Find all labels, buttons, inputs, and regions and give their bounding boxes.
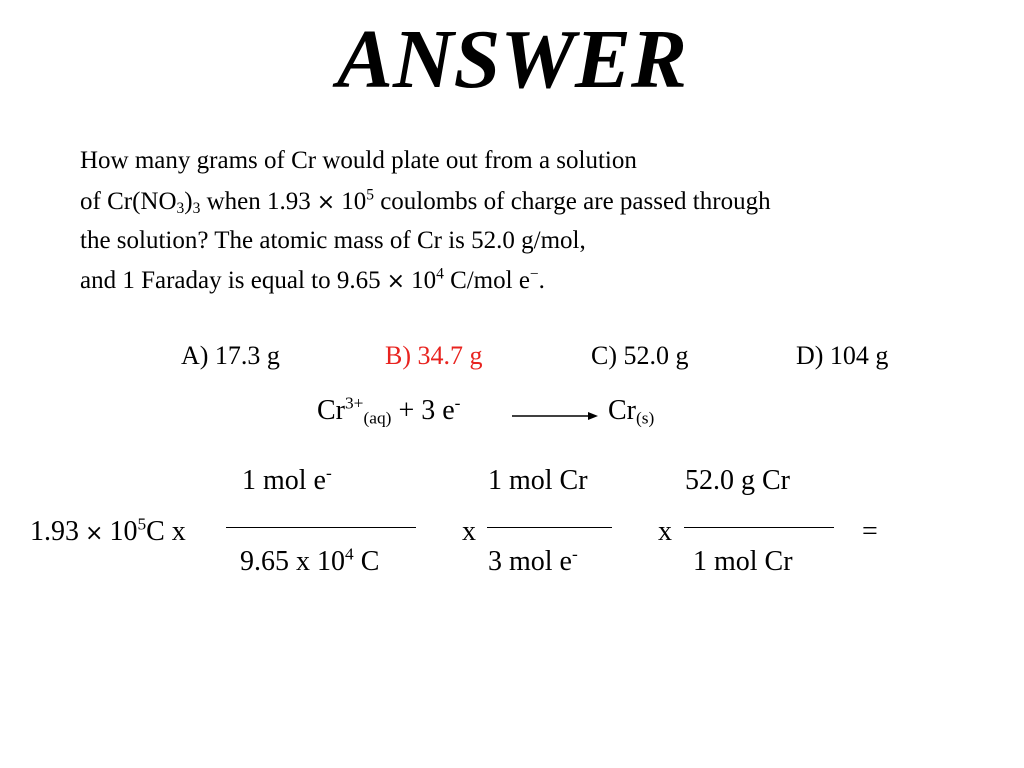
slide-title: ANSWER <box>336 13 688 106</box>
exponent: 5 <box>366 186 374 204</box>
calc-coefficient: 1.93 <box>30 516 79 547</box>
factor1-numerator <box>242 464 332 498</box>
fraction-bar-3 <box>684 527 834 528</box>
reactant-cr: Cr <box>317 395 345 426</box>
question-text-2c: coulombs of charge are passed through <box>373 188 771 215</box>
times-icon: × <box>316 190 336 215</box>
equals-sign: = <box>862 516 878 547</box>
factor2-denominator <box>488 545 578 579</box>
question-text-2a: of Cr(NO <box>80 188 177 215</box>
question-line-2 <box>80 187 771 218</box>
question-line-1 <box>80 146 637 176</box>
state-aq: (aq) <box>363 408 392 428</box>
times-icon: × <box>386 269 406 294</box>
exponent: 4 <box>436 265 444 283</box>
factor1-num-text: 1 mol e <box>242 465 326 496</box>
ten: 10 <box>341 188 367 215</box>
subscript: 3 <box>176 199 185 217</box>
factor3-numerator: 52.0 g Cr <box>685 465 790 496</box>
superscript: - <box>572 544 578 564</box>
choice-b-correct: B) 34.7 g <box>385 341 483 370</box>
state-s: (s) <box>636 408 655 428</box>
factor2-numerator: 1 mol Cr <box>488 465 588 496</box>
choice-c: C) 52.0 g <box>591 341 689 370</box>
fraction-bar-2 <box>487 527 612 528</box>
factor1-den-text: 9.65 x 10 <box>240 546 345 577</box>
question-text-4b: C/mol e <box>443 267 530 294</box>
factor1-denominator <box>240 545 379 579</box>
factor1-den-unit: C <box>353 546 380 577</box>
choice-d: D) 104 g <box>796 341 889 370</box>
superscript: - <box>326 463 332 483</box>
paren: ) <box>184 188 193 215</box>
exponent: 4 <box>345 544 354 564</box>
question-text-4a: and 1 Faraday is equal to 9.65 <box>80 267 381 294</box>
subscript: 3 <box>192 199 201 217</box>
reaction-reactants <box>317 394 460 428</box>
electrons: + 3 e <box>391 395 455 426</box>
exponent: 5 <box>137 514 147 534</box>
question-line-4 <box>80 266 545 297</box>
multiply-sign-1: x <box>462 516 476 547</box>
factor2-den-text: 3 mol e <box>488 546 572 577</box>
charge: 3+ <box>345 393 364 413</box>
period: . <box>538 267 545 294</box>
reaction-product <box>608 394 654 428</box>
calc-start <box>30 515 186 551</box>
choice-a: A) 17.3 g <box>181 341 280 370</box>
calc-unit-x: C x <box>146 516 186 547</box>
question-text-1: How many grams of Cr would plate out from a solution <box>80 147 637 174</box>
question-text-2b: when 1.93 <box>200 188 311 215</box>
question-text-3: the solution? The atomic mass of Cr is 52.0 g/mol, <box>80 227 586 254</box>
electron-charge: - <box>454 393 461 413</box>
product-cr: Cr <box>608 395 636 426</box>
question-line-3 <box>80 226 586 256</box>
reaction-arrow-icon <box>510 409 600 423</box>
fraction-bar-1 <box>226 527 416 528</box>
superscript: − <box>529 265 539 283</box>
factor3-denominator: 1 mol Cr <box>693 546 793 577</box>
times-icon: × <box>85 521 104 546</box>
multiply-sign-2: x <box>658 516 672 547</box>
ten: 10 <box>109 516 138 547</box>
ten: 10 <box>411 267 437 294</box>
